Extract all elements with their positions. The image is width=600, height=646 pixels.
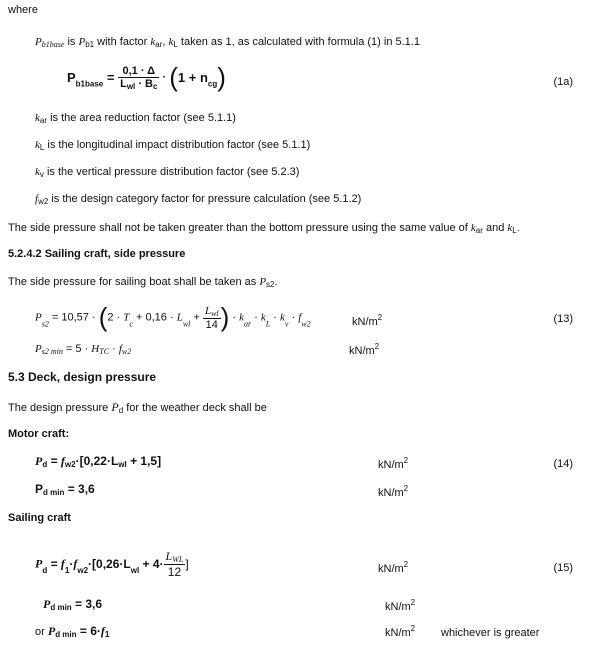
sailing-craft-heading: Sailing craft bbox=[8, 512, 71, 524]
eq1a-fraction: $\frac{0,1 \cdot \Delta}{L_{wl} \cdot B_c}$ bbox=[120, 64, 158, 91]
eq14-unit: $kN/m^2$ bbox=[378, 456, 409, 471]
eq15-fraction: $\frac{L_{WL}}{12}$ bbox=[165, 549, 184, 579]
equation-number-13: (13) bbox=[553, 313, 573, 325]
sailing-pd-min-unit: $kN/m^2$ bbox=[385, 598, 416, 613]
heading-5-3: 5.3 Deck, design pressure bbox=[8, 370, 157, 384]
motor-pd-min-unit: $kN/m^2$ bbox=[378, 484, 409, 499]
pb1base-definition: $P_{b1base}$ is $P_{b1}$ with factor $k_{ar}$, $k_L$ taken as 1, as calculated with formula (1) in 5.1.1 bbox=[35, 36, 420, 49]
eq13-unit: $kN/m^2$ bbox=[352, 313, 383, 328]
motor-pd-min: $P_{d min} = 3,6$ bbox=[35, 482, 95, 497]
motor-craft-heading: Motor craft: bbox=[8, 428, 70, 440]
sailing-pd-min: $P_{d min} = 3,6$ bbox=[43, 597, 103, 612]
equation-1a: $P_{b1base}$ = $\frac{0,1 \cdot \Delta}{L_{wl} \cdot B_c}$ · $(1 + n_{cg})$ bbox=[67, 62, 226, 92]
equation-number-14: (14) bbox=[553, 458, 573, 470]
equation-number-1a: (1a) bbox=[553, 76, 573, 88]
deck-intro: The design pressure $P_d$ for the weather deck shall be bbox=[8, 400, 267, 415]
equation-15: $P_d = f_1\cdot f_{w2}\cdot[0,26\cdot L_{wl} + 4\cdot$ $\frac{L_{WL}}{12}$ ] bbox=[35, 549, 189, 579]
def-kv: $k_v$ is the vertical pressure distribution factor (see 5.2.3) bbox=[35, 166, 300, 179]
equation-number-15: (15) bbox=[553, 562, 573, 574]
eq15-unit: $kN/m^2$ bbox=[378, 560, 409, 575]
equation-13: $P_{s2} = 10,57 \cdot (2 \cdot T_c + 0,16 \cdot L_{wl}$ + $\frac{L_{wl}}{14}$ ) · $k_{ar} \cdot k_L \cdot k_v \cdot f_{w2}$ bbox=[35, 302, 311, 332]
whichever-greater-note: whichever is greater bbox=[441, 627, 540, 639]
equation-13-min: $P_{s2 min} = 5 \cdot H_{TC} \cdot f_{w2}$ bbox=[35, 343, 132, 356]
heading-5-2-4-2: 5.2.4.2 Sailing craft, side pressure bbox=[8, 248, 186, 260]
side-pressure-intro: The side pressure for sailing boat shall be taken as $P_{s2}$. bbox=[8, 276, 278, 289]
where-text: where bbox=[8, 4, 38, 16]
side-pressure-note: The side pressure shall not be taken greater than the bottom pressure using the same value of $k_{ar}$ and $k_L$. bbox=[8, 222, 520, 235]
def-kl: $k_L$ is the longitudinal impact distribution factor (see 5.1.1) bbox=[35, 139, 311, 152]
def-kar: $k_{ar}$ is the area reduction factor (see 5.1.1) bbox=[35, 112, 236, 125]
equation-14: $P_d = f_{w2}\cdot[0,22\cdot L_{wl} + 1,5]$ bbox=[35, 454, 162, 469]
sailing-pd-min-alt-unit: $kN/m^2$ bbox=[385, 624, 416, 639]
def-fw2: $f_{w2}$ is the design category factor for pressure calculation (see 5.1.2) bbox=[35, 193, 362, 206]
eq13-fraction: $\frac{L_{wl}}{14}$ bbox=[204, 304, 219, 331]
eq13-min-unit: $kN/m^2$ bbox=[349, 342, 380, 357]
sailing-pd-min-alt: or $P_{d min} = 6\cdot f_1$ bbox=[35, 624, 110, 639]
